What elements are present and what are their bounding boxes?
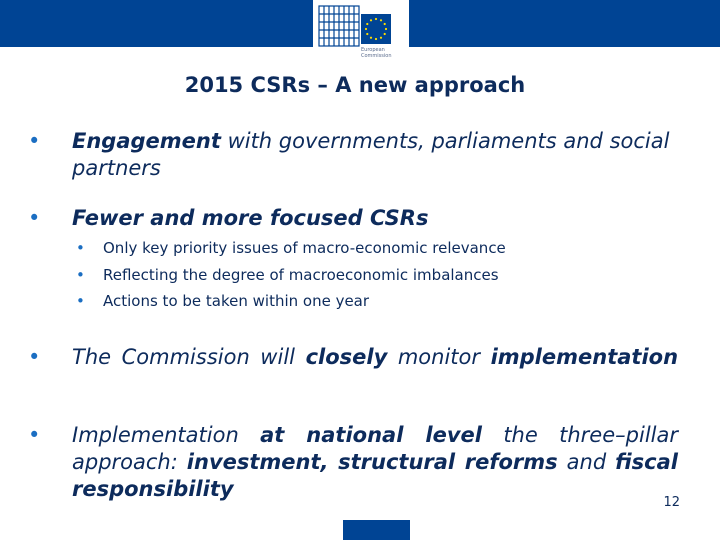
bullet-dot-icon: • [28, 423, 41, 447]
bullet-text: and [557, 450, 616, 474]
bullet-strong: implementation [490, 345, 679, 369]
bullet-strong: fiscal responsibility [72, 450, 678, 501]
bullet-strong: at national level [260, 423, 482, 447]
berlaymont-building-icon [317, 2, 361, 48]
page-number: 12 [663, 495, 680, 510]
sub-bullet [76, 262, 676, 289]
bullet-fewer-csrs [28, 205, 678, 232]
bullet-strong: Engagement [72, 129, 221, 153]
bullet-text: with governments, parliaments and social partners [72, 129, 670, 180]
sub-bullet-dot-icon: • [76, 266, 85, 284]
european-commission-logo [313, 0, 409, 62]
bullet-text: the three–pillar approach: [72, 423, 678, 474]
bullet-text: monitor [387, 345, 491, 369]
sub-bullet [76, 235, 676, 262]
sub-bullet-dot-icon: • [76, 239, 85, 257]
slide-title: 2015 CSRs – A new approach [184, 73, 526, 97]
bullet-strong: investment, structural reforms [186, 450, 558, 474]
sub-bullet-text: Actions to be taken within one year [103, 292, 370, 310]
logo-text: European Commission [361, 47, 392, 59]
bullet-dot-icon: • [28, 206, 41, 230]
bullet-text: The Commission will [72, 345, 306, 369]
sub-bullet-dot-icon: • [76, 292, 85, 310]
bullet-engagement [28, 128, 678, 182]
bullet-implementation [28, 422, 678, 503]
bullet-text: Implementation [72, 423, 261, 447]
eu-flag-icon [361, 14, 391, 44]
sub-bullet-text: Only key priority issues of macro-economic relevance [103, 239, 506, 257]
bullet-strong: Fewer and more focused CSRs [72, 206, 429, 230]
bullet-dot-icon: • [28, 345, 41, 369]
bullet-commission-monitor [28, 344, 678, 371]
footer-bar [343, 520, 410, 540]
sub-bullet [76, 288, 676, 315]
sub-bullet-text: Reflecting the degree of macroeconomic imbalances [103, 266, 499, 284]
bullet-dot-icon: • [28, 129, 41, 153]
bullet-strong: closely [305, 345, 388, 369]
